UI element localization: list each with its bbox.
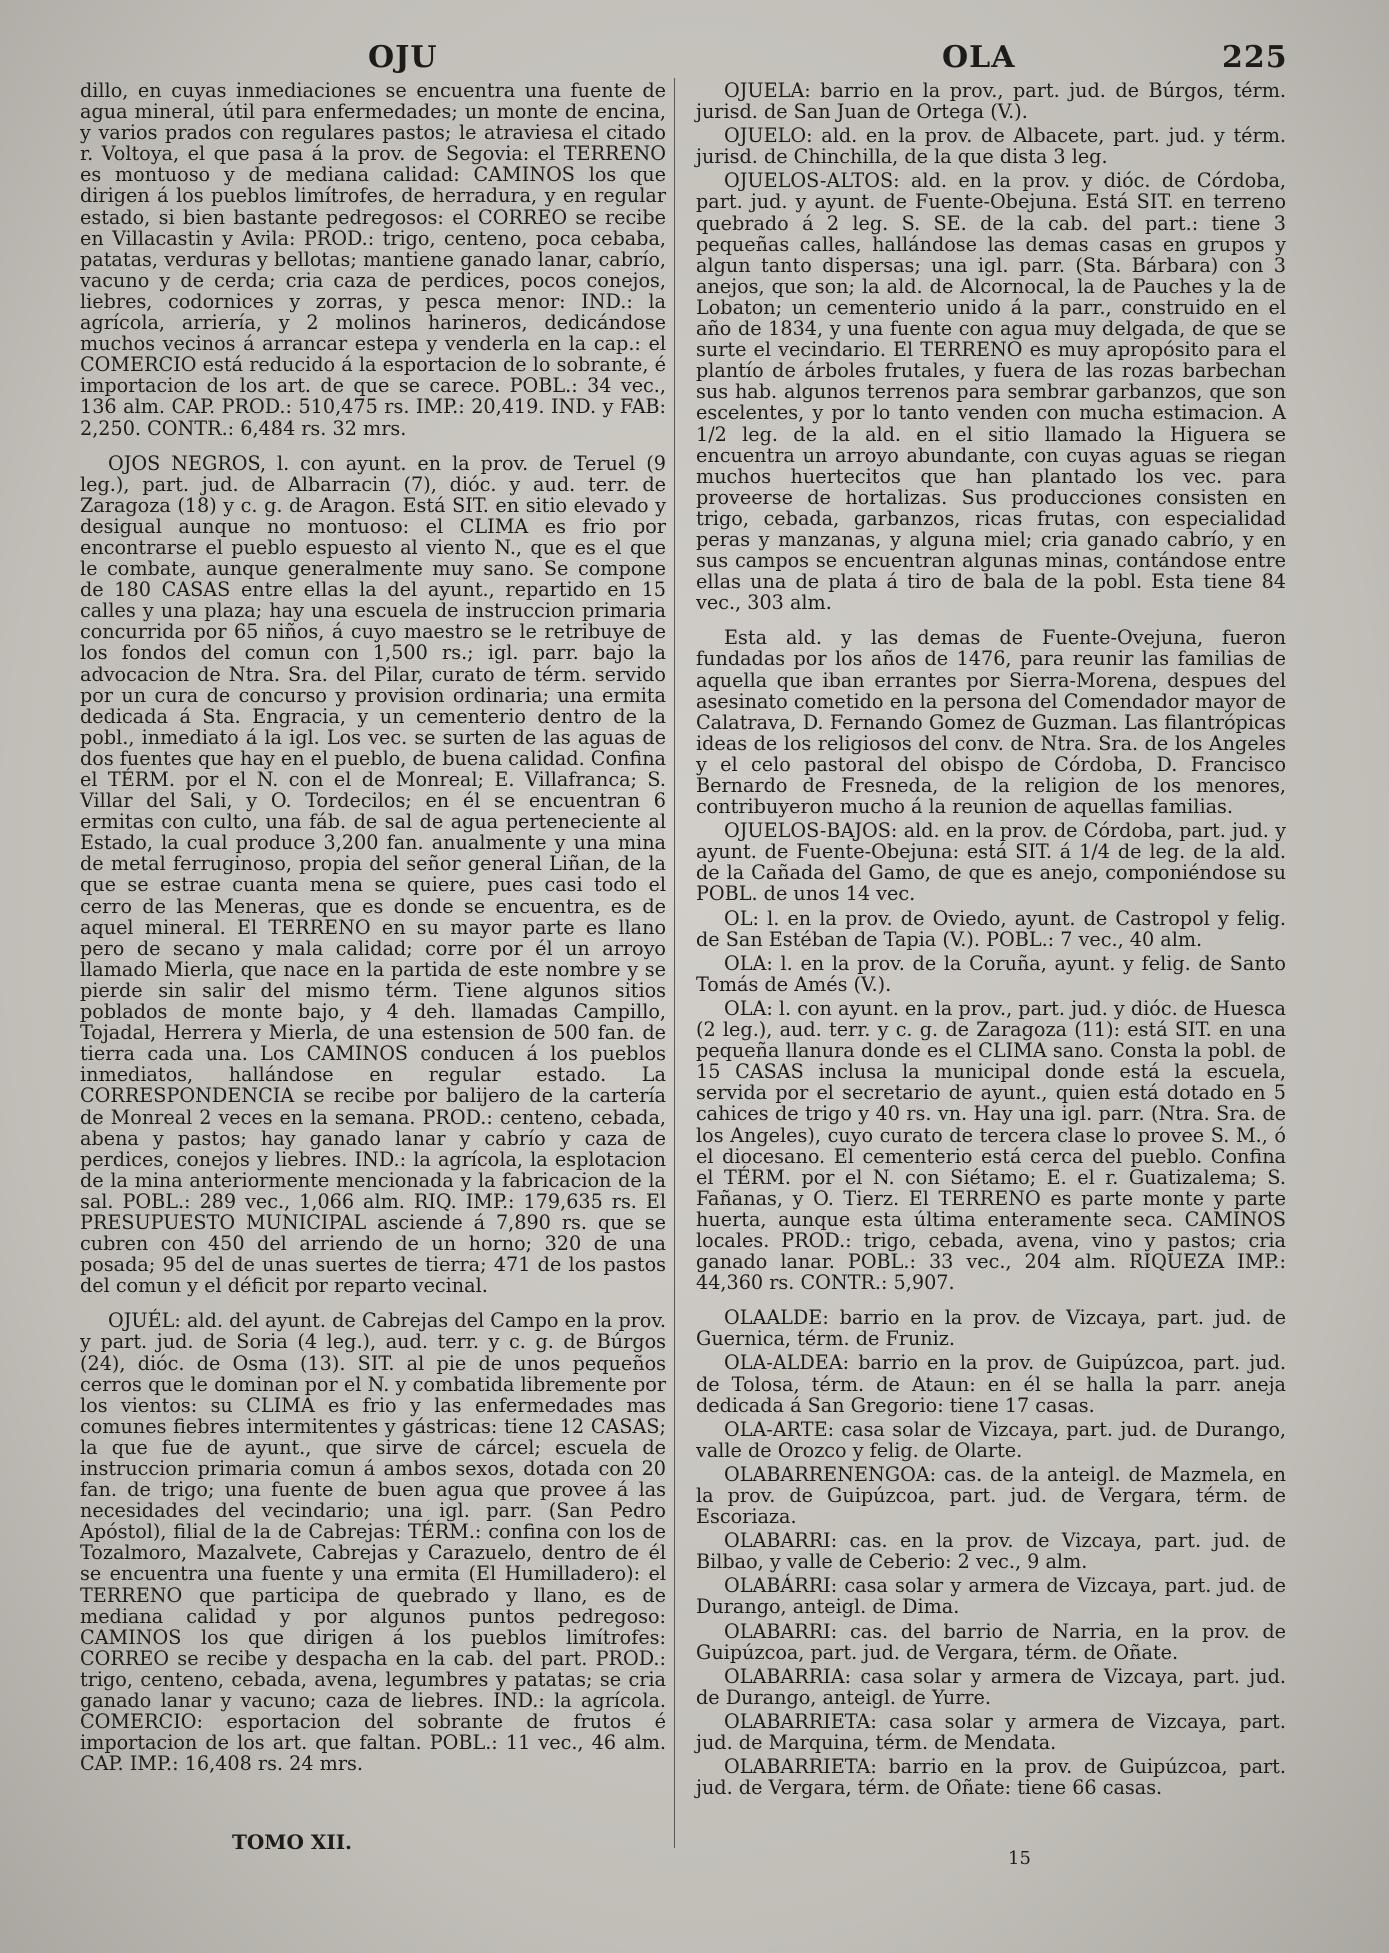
entry-ojuel: OJUÉL: ald. del ayunt. de Cabrejas del Campo en la prov. y part. jud. de Soria (4 leg.), aud. terr. y c. g. de Búrgos (24), dióc. de Osma (13). SIT. al pie de unos pequeños cerros que le dominan por el N. y combatida libremente por los vientos: su CLIMA es frio y las enfermedades mas comunes fiebres intermitentes y gástricas: tiene 12 CASAS; la que fue de ayunt., que sirve de cárcel; escuela de instruccion primaria comun á ambos sexos, dotada con 20 fan. de trigo; una fuente de buen agua que provee á las necesidades del vecindario; una igl. parr. (San Pedro Apóstol), filial de la de Cabrejas: TÉRM.: confina con los de Tozalmoro, Mazalvete, Cabrejas y Carazuelo, dentro de él se encuentra una fuente y una ermita (El Humilladero): el TERRENO que participa de quebrado y llano, es de mediana calidad y por algunos puntos pedregoso: CAMINOS los que dirigen á los pueblos limítrofes: CORREO se recibe y despacha en la cab. del part. PROD.: trigo, centeno, cebada, avena, legumbres y patatas; se cria ganado lanar y vacuno; caza de liebres. IND.: la agrícola. COMERCIO: esportacion del sobrante de frutos é importacion de los art. que faltan. POBL.: 11 vec., 46 alm. CAP. IMP.: 16,408 rs. 24 mrs. bbox=[80, 1309, 666, 1776]
entry-ojuelo: OJUELO: ald. en la prov. de Albacete, part. jud. y térm. jurisd. de Chinchilla, de la que dista 3 leg. bbox=[696, 124, 1286, 169]
right-column bbox=[696, 80, 1286, 1801]
left-column bbox=[80, 80, 666, 1777]
entry-ola-coruna: OLA: l. en la prov. de la Coruña, ayunt. y felig. de Santo Tomás de Amés (V.). bbox=[696, 951, 1286, 996]
running-head-left: OJU bbox=[368, 40, 438, 75]
entry-ola-aldea: OLA-ALDEA: barrio en la prov. de Guipúzcoa, part. jud. de Tolosa, térm. de Ataun: en él se halla la parr. aneja dedicada á San Gregorio: tiene 17 casas. bbox=[696, 1351, 1286, 1417]
entry-olabarrieta-marquina: OLABARRIETA: casa solar y armera de Vizcaya, part. jud. de Marquina, térm. de Mendata. bbox=[696, 1709, 1286, 1755]
entry-olabarrenengoa: OLABARRENENGOA: cas. de la anteigl. de Mazmela, en la prov. de Guipúzcoa, part. jud. de Vergara, térm. de Escoriaza. bbox=[696, 1462, 1286, 1529]
page-number: 225 bbox=[1222, 40, 1288, 75]
column-divider bbox=[674, 78, 675, 1848]
entry-ojo-continued: dillo, en cuyas inmediaciones se encuentra una fuente de agua mineral, útil para enfermedades; un monte de encina, y varios prados con regulares pastos; le atraviesa el citado r. Voltoya, el que pasa á la prov. de Segovia: el TERRENO es montuoso y de mediana calidad: CAMINOS los que dirigen á los pueblos limítrofes, de herradura, y en regular estado, si bien bastante pedregosos: el CORREO se recibe en Villacastin y Avila: PROD.: trigo, centeno, poca cebaba, patatas, verduras y bellotas; mantiene ganado lanar, cabrío, vacuno y de cerda; cria caza de perdices, pocos conejos, liebres, codornices y zorras, y pesca menor: IND.: la agrícola, arriería, y 2 molinos harineros, dedicándose muchos vecinos á arrancar estepa y venderla en la cap.: el COMERCIO está reducido á la esportacion de lo sobrante, é importacion de los art. de que se carece. POBL.: 34 vec., 136 alm. CAP. PROD.: 510,475 rs. IMP.: 20,419. IND. y FAB: 2,250. CONTR.: 6,484 rs. 32 mrs. bbox=[80, 79, 666, 440]
volume-label: TOMO XII. bbox=[232, 1830, 353, 1854]
entry-olaalde: OLAALDE: barrio en la prov. de Vizcaya, part. jud. de Guernica, térm. de Fruniz. bbox=[696, 1306, 1286, 1351]
entry-ojos-negros: OJOS NEGROS, l. con ayunt. en la prov. de Teruel (9 leg.), part. jud. de Albarracin (7), dióc. y aud. terr. de Zaragoza (18) y c. g. de Aragon. Está SIT. en sitio elevado y desigual aunque no montuoso: el CLIMA es frio por encontrarse el pueblo espuesto al viento N., que es el que le combate, aunque generalmente muy sano. Se compone de 180 CASAS entre ellas la del ayunt., repartido en 15 calles y una plaza; hay una escuela de instruccion primaria concurrida por 65 niños, á cuyo maestro se le retribuye de los fondos del comun con 1,500 rs.; igl. parr. bajo la advocacion de Ntra. Sra. del Pilar, curato de térm. servido por un cura de concurso y provision ordinaria; una ermita dedicada á Sta. Engracia, y un cementerio dentro de la pobl., inmediato á la igl. Los vec. se surten de las aguas de dos fuentes que hay en el pueblo, de buena calidad. Confina el TÉRM. por el N. con el de Monreal; E. Villafranca; S. Villar del Sali, y O. Tordecilos; en él se encuentran 6 ermitas con culto, una fáb. de sal de agua perteneciente al Estado, la cual produce 3,200 fan. anualmente y una mina de metal ferruginoso, propia del señor general Liñan, de la que se estrae cuanta mena se quiere, pues casi todo el cerro de las Meneras, que es donde se encuentra, es de aquel mineral. El TERRENO en su mayor parte es llano pero de secano y mala calidad; corre por él un arroyo llamado Mierla, que nace en la partida de este nombre y se pierde sin salir del mismo térm. Tiene algunos sitios poblados de monte bajo, y 4 deh. llamadas Campillo, Tojadal, Herrera y Mierla, de una estension de 500 fan. de tierra cada una. Los CAMINOS conducen á los pueblos inmediatos, hallándose en regular estado. La CORRESPONDENCIA se recibe por balijero de la cartería de Monreal 2 veces en la semana. PROD.: centeno, cebada, abena y pastos; hay ganado lanar y cabrío y caza de perdices, conejos y liebres. IND.: la agrícola, la esplotacion de la mina anteriormente mencionada y la fabricacion de la sal. POBL.: 289 vec., 1,066 alm. RIQ. IMP.: 179,635 rs. El PRESUPUESTO MUNICIPAL asciende á 7,890 rs. que se cubren con 450 del arriendo de un horno; 320 de una posada; 95 del de unas suertes de tierra; 471 de los pastos del comun y el déficit por reparto vecinal. bbox=[80, 451, 666, 1298]
entry-olabarri-narria: OLABARRI: cas. del barrio de Narria, en la prov. de Guipúzcoa, part. jud. de Vergara, térm. de Oñate. bbox=[696, 1619, 1286, 1664]
entry-olabarri-durango: OLABÁRRI: casa solar y armera de Vizcaya, part. jud. de Durango, anteigl. de Dima. bbox=[696, 1574, 1286, 1619]
entry-olabarri-bilbao: OLABARRI: cas. en la prov. de Vizcaya, part. jud. de Bilbao, y valle de Ceberio: 2 vec., 9 alm. bbox=[696, 1529, 1286, 1574]
entry-ol: OL: l. en la prov. de Oviedo, ayunt. de Castropol y felig. de San Estéban de Tapia (V.). POBL.: 7 vec., 40 alm. bbox=[696, 906, 1286, 951]
entry-olabarrieta-vergara: OLABARRIETA: barrio en la prov. de Guipúzcoa, part. jud. de Vergara, térm. de Oñate: tiene 66 casas. bbox=[696, 1755, 1286, 1800]
entry-ola-huesca: OLA: l. con ayunt. en la prov., part. jud. y dióc. de Huesca (2 leg.), aud. terr. y c. g. de Zaragoza (11): está SIT. en una pequeña llanura donde es el CLIMA sano. Consta la pobl. de 15 CASAS inclusa la municipal donde está la escuela, servida por el secretario de ayunt., quien está dotado en 5 cahices de trigo y 40 rs. vn. Hay una igl. parr. (Ntra. Sra. de los Angeles), cuyo curato de tercera clase lo provee S. M., ó el diocesano. El cementerio está cerca del pueblo. Confina el TÉRM. por el N. con Siétamo; E. el r. Guatizalema; S. Fañanas, y O. Tierz. El TERRENO es parte monte y parte huerta, aunque esta última enteramente seca. CAMINOS locales. PROD.: trigo, cebada, avena, vino y pastos; cria ganado lanar. POBL.: 33 vec., 204 alm. RIQUEZA IMP.: 44,360 rs. CONTR.: 5,907. bbox=[696, 996, 1286, 1295]
entry-olabarria: OLABARRIA: casa solar y armera de Vizcaya, part. jud. de Durango, anteigl. de Yurre. bbox=[696, 1664, 1286, 1709]
entry-ojuelos-bajos: OJUELOS-BAJOS: ald. en la prov. de Córdoba, part. jud. y ayunt. de Fuente-Obejuna: está SIT. á 1/4 de leg. de la ald. de la Cañada del Gamo, de que es anejo, componiéndose su POBL. de unos 14 vec. bbox=[696, 819, 1286, 906]
entry-ojuela: OJUELA: barrio en la prov., part. jud. de Búrgos, térm. jurisd. de San Juan de Ortega (V.). bbox=[696, 79, 1286, 124]
signature-mark: 15 bbox=[1008, 1848, 1031, 1869]
running-head-center: OLA bbox=[942, 40, 1016, 75]
entry-ojuelos-altos: OJUELOS-ALTOS: ald. en la prov. y dióc. de Córdoba, part. jud. y ayunt. de Fuente-Obejuna. Está SIT. en terreno quebrado á 2 leg. S. SE. de la cab. del part.: tiene 3 pequeñas calles, hallándose las demas casas en grupos y algun tanto dispersas; una igl. parr. (Sta. Bárbara) con 3 anejos, que son; la ald. de Alcornocal, la de Pauches y la de Lobaton; un cementerio unido á la parr., construido en el año de 1834, y una fuente con agua muy delgada, de que se surte el vecindario. El TERRENO es muy apropósito para el plantío de árboles frutales, y fuera de las rozas barbechan sus hab. algunos terrenos para sembrar garbanzos, que son escelentes, y por lo tanto venden con mucha estimacion. A 1/2 leg. de la ald. en el sitio llamado la Higuera se encuentra un arroyo abundante, con cuyas aguas se riegan muchos huertecitos que han plantado los vec. para proveerse de hortalizas. Sus producciones consisten en trigo, cebada, garbanzos, ricas frutas, con especialidad peras y manzanas, y alguna miel; cria ganado cabrío, y en sus campos se encuentran algunas minas, contándose entre ellas una de plata á tiro de bala de la pobl. Esta tiene 84 vec., 303 alm. bbox=[696, 169, 1286, 615]
entry-fuente-ovejuna-history: Esta ald. y las demas de Fuente-Ovejuna, fueron fundadas por los años de 1476, para reunir las familias de aquella que iban errantes por Sierra-Morena, despues del asesinato cometido en la persona del Comendador mayor de Calatrava, D. Fernando Gomez de Guzman. Las filantrópicas ideas de los religiosos del conv. de Ntra. Sra. de los Angeles y el celo pastoral del obispo de Córdoba, D. Francisco Bernardo de Fresneda, de la religion de los menores, contribuyeron mucho á la reunion de aquellas familias. bbox=[696, 626, 1286, 819]
entry-ola-arte: OLA-ARTE: casa solar de Vizcaya, part. jud. de Durango, valle de Orozco y felig. de Olarte. bbox=[696, 1417, 1286, 1462]
